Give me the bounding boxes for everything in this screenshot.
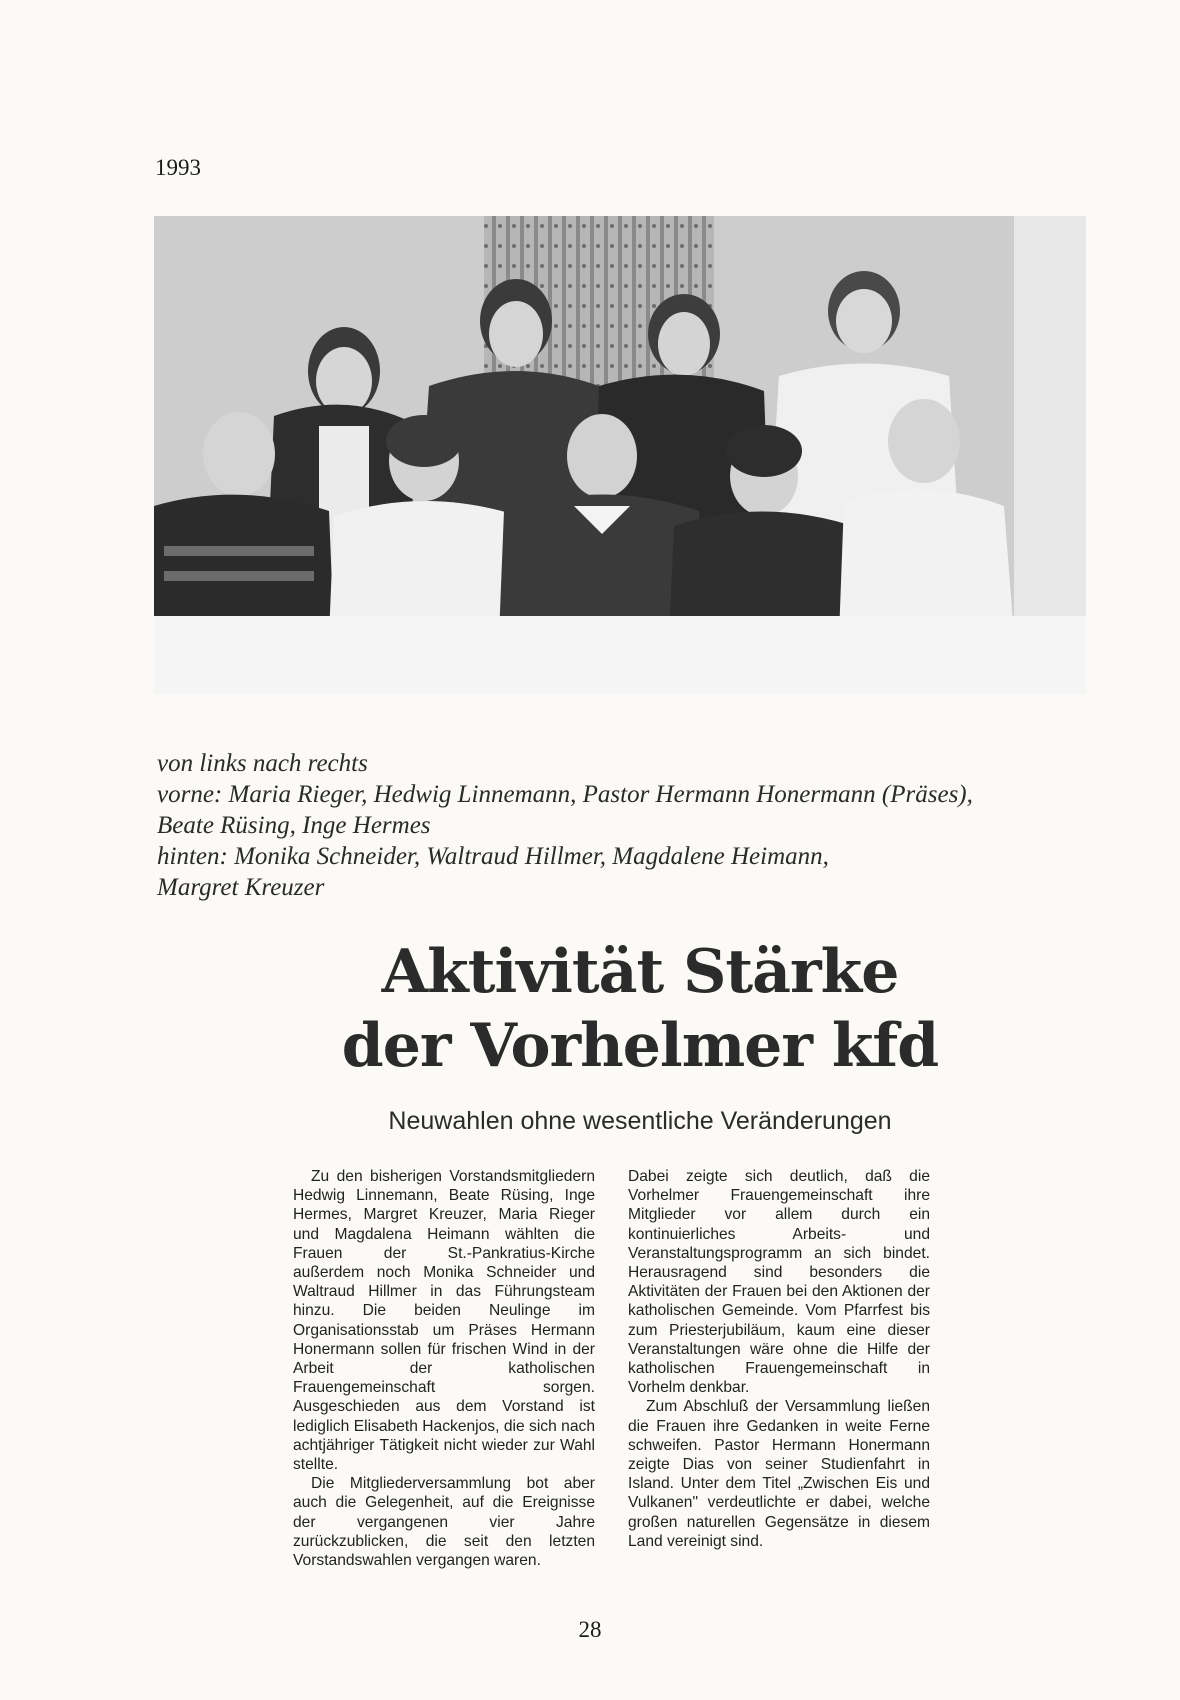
page-number: 28 <box>578 1617 602 1642</box>
caption-line: Margret Kreuzer <box>157 874 325 901</box>
article-subheadline: Neuwahlen ohne wesentliche Veränderungen <box>388 1107 892 1135</box>
caption-line: Beate Rüsing, Inge Hermes <box>157 812 431 839</box>
paragraph: Zu den bisherigen Vorstandsmitgliedern Hedwig Linnemann, Beate Rüsing, Inge Hermes, Margret Kreuzer, Maria Rieger und Magdalena Heimann wählten die Frauen der St.-Pankratius-Kirche außerdem noch Monika Schneider und Waltraud Hillmer in das Führungsteam hinzu. Die beiden Neulinge im Organisationsstab um Präses Hermann Honermann sollen für frischen Wind in der Arbeit der katholischen Frauengemeinschaft sorgen. Ausgeschieden aus dem Vorstand ist lediglich Elisabeth Hackenjos, die sich nach achtjähriger Tätigkeit nicht wieder zur Wahl stellte. <box>293 1168 595 1474</box>
caption-line: von links nach rechts <box>157 750 368 777</box>
group-photo-illustration <box>154 216 1086 694</box>
group-photo <box>154 216 1086 694</box>
photo-caption <box>157 748 1057 903</box>
headline-line: Aktivität Stärke <box>381 937 899 1007</box>
caption-line: hinten: Monika Schneider, Waltraud Hillmer, Magdalene Heimann, <box>157 843 829 870</box>
article-headline <box>240 935 1040 1083</box>
article-column-1 <box>293 1167 595 1570</box>
paragraph: Dabei zeigte sich deutlich, daß die Vorhelmer Frauengemeinschaft ihre Mitglieder vor allem durch ein kontinuierliches Arbeits- und Veranstaltungsprogramm an sich bindet. Herausragend sind besonders die Aktivitäten der Frauen bei den Aktionen der katholischen Gemeinde. Vom Pfarrfest bis zum Priesterjubiläum, kaum eine dieser Veranstaltungen wäre ohne die Hilfe der katholischen Frauengemeinschaft in Vorhelm denkbar. <box>628 1168 930 1397</box>
caption-line: vorne: Maria Rieger, Hedwig Linnemann, Pastor Hermann Honermann (Präses), <box>157 781 973 808</box>
paragraph: Die Mitgliederversammlung bot aber auch die Gelegenheit, auf die Ereignisse der vergangenen vier Jahre zurückzublicken, die seit den letzten Vorstandswahlen vergangen waren. <box>293 1475 595 1570</box>
headline-line: der Vorhelmer kfd <box>341 1011 939 1081</box>
article-column-2 <box>628 1167 930 1551</box>
paragraph: Zum Abschluß der Versammlung ließen die Frauen ihre Gedanken in weite Ferne schweifen. Pastor Hermann Honermann zeigte Dias von seiner Studienfahrt in Island. Unter dem Titel „Zwischen Eis und Vulkanen" verdeutlichte er dabei, welche großen naturellen Gegensätze in diesem Land vereinigt sind. <box>628 1398 930 1550</box>
year-label: 1993 <box>155 155 201 180</box>
